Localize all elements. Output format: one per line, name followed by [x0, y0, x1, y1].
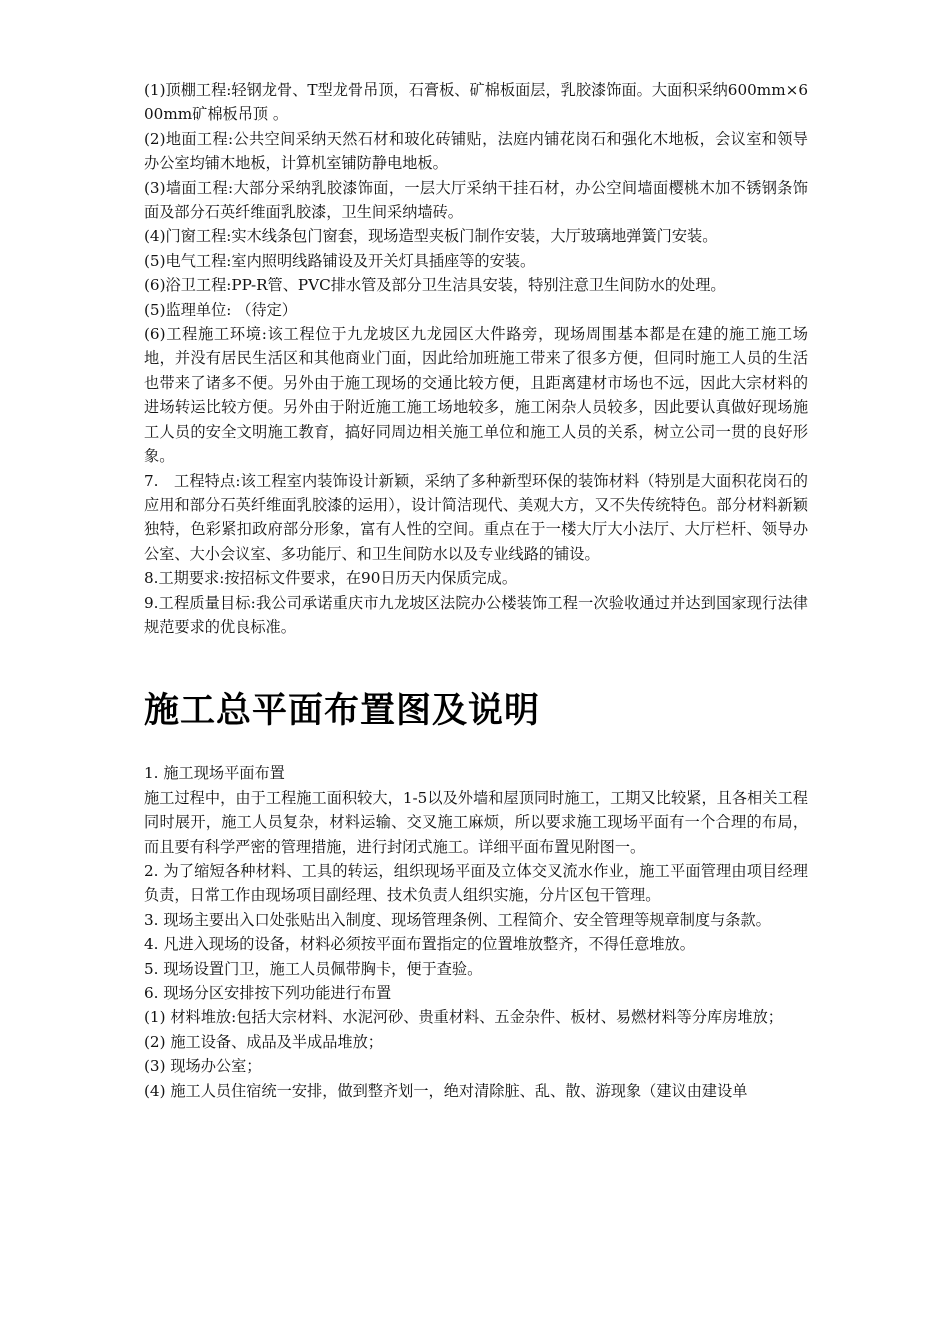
paragraph-item-6: 6. 现场分区安排按下列功能进行布置	[144, 984, 392, 1002]
paragraph-electrical: (5)电气工程:室内照明线路铺设及开关灯具插座等的安装。	[144, 251, 536, 270]
document-page	[144, 78, 808, 1103]
paragraph-bath: (6)浴卫工程:PP-R管、PVC排水管及部分卫生洁具安装，特别注意卫生间防水的处理。	[144, 276, 726, 295]
paragraph-item-5: 5. 现场设置门卫，施工人员佩带胸卡，便于查验。	[144, 959, 483, 978]
paragraph-wall: (3)墙面工程:大部分采纳乳胶漆饰面，一层大厅采纳干挂石材，办公空间墙面樱桃木加不锈钢条饰面及部分石英纤维面乳胶漆，卫生间采纳墙砖。	[144, 178, 808, 222]
paragraph-environment: (6)工程施工环境:该工程位于九龙坡区九龙园区大件路旁，现场周围基本都是在建的施工施工场地，并没有居民生活区和其他商业门面，因此给加班施工带来了很多方便，但同时施工人员的生活也带来了诸多不便。另外由于施工现场的交通比较方便，且距离建材市场也不远，因此大宗材料的进场转运比较方便。另外由于附近施工施工场地较多，施工闲杂人员较多，因此要认真做好现场施工人员的安全文明施工教育，搞好同周边相关施工单位和施工人员的关系，树立公司一贯的良好形象。	[144, 325, 808, 466]
paragraph-item-4: 4. 凡进入现场的设备，材料必须按平面布置指定的位置堆放整齐，不得任意堆放。	[144, 935, 695, 954]
paragraph-item-3: 3. 现场主要出入口处张贴出入制度、现场管理条例、工程简介、安全管理等规章制度与条款。	[144, 910, 771, 929]
paragraph-subitem-1: (1) 材料堆放:包括大宗材料、水泥河砂、贵重材料、五金杂件、板材、易燃材料等分库房堆放；	[144, 1008, 783, 1027]
paragraph-subitem-3: (3) 现场办公室；	[144, 1057, 262, 1076]
paragraph-subitem-4: (4) 施工人员住宿统一安排，做到整齐划一，绝对清除脏、乱、散、游现象（建议由建设单	[144, 1081, 748, 1100]
paragraph-subitem-2: (2) 施工设备、成品及半成品堆放；	[144, 1032, 383, 1051]
paragraph-supervisor: (5)监理单位: （待定）	[144, 300, 297, 319]
paragraph-quality: 9.工程质量目标:我公司承诺重庆市九龙坡区法院办公楼装饰工程一次验收通过并达到国家现行法律规范要求的优良标准。	[144, 593, 808, 636]
section-heading: 施工总平面布置图及说明	[144, 691, 541, 732]
paragraph-floor: (2)地面工程:公共空间采纳天然石材和玻化砖铺贴，法庭内铺花岗石和强化木地板，会议室和领导办公室均铺木地板，计算机室铺防静电地板。	[144, 129, 808, 173]
paragraph-layout-title: 1. 施工现场平面布置	[144, 764, 285, 783]
paragraph-doors-windows: (4)门窗工程:实木线条包门窗套，现场造型夹板门制作安装，大厅玻璃地弹簧门安装。	[144, 227, 718, 246]
paragraph-ceiling: (1)顶棚工程:轻钢龙骨、T型龙骨吊顶，石膏板、矿棉板面层，乳胶漆饰面。大面积采纳600mm×600mm矿棉板吊顶 。	[144, 81, 808, 124]
paragraph-item-2: 2. 为了缩短各种材料、工具的转运，组织现场平面及立体交叉流水作业，施工平面管理由项目经理负责，日常工作由现场项目副经理、技术负责人组织实施，分片区包干管理。	[144, 861, 808, 905]
paragraph-features: 7. 工程特点:该工程室内装饰设计新颖，采纳了多种新型环保的装饰材料（特别是大面积花岗石的应用和部分石英纤维面乳胶漆的运用），设计简洁现代、美观大方，又不失传统特色。部分材料新颖独特，色彩紧扣政府部分形象，富有人性的空间。重点在于一楼大厅大小法厅、大厅栏杆、领导办公室、大小会议室、多功能厅、和卫生间防水以及专业线路的铺设。	[144, 471, 808, 563]
paragraph-layout-desc: 施工过程中，由于工程施工面积较大，1-5以及外墙和屋顶同时施工，工期又比较紧，且各相关工程同时展开，施工人员复杂，材料运输、交叉施工麻烦，所以要求施工现场平面有一个合理的布局，而且要有科学严密的管理措施，进行封闭式施工。详细平面布置见附图一。	[144, 788, 808, 856]
paragraph-schedule: 8.工期要求:按招标文件要求，在90日历天内保质完成。	[144, 569, 518, 588]
